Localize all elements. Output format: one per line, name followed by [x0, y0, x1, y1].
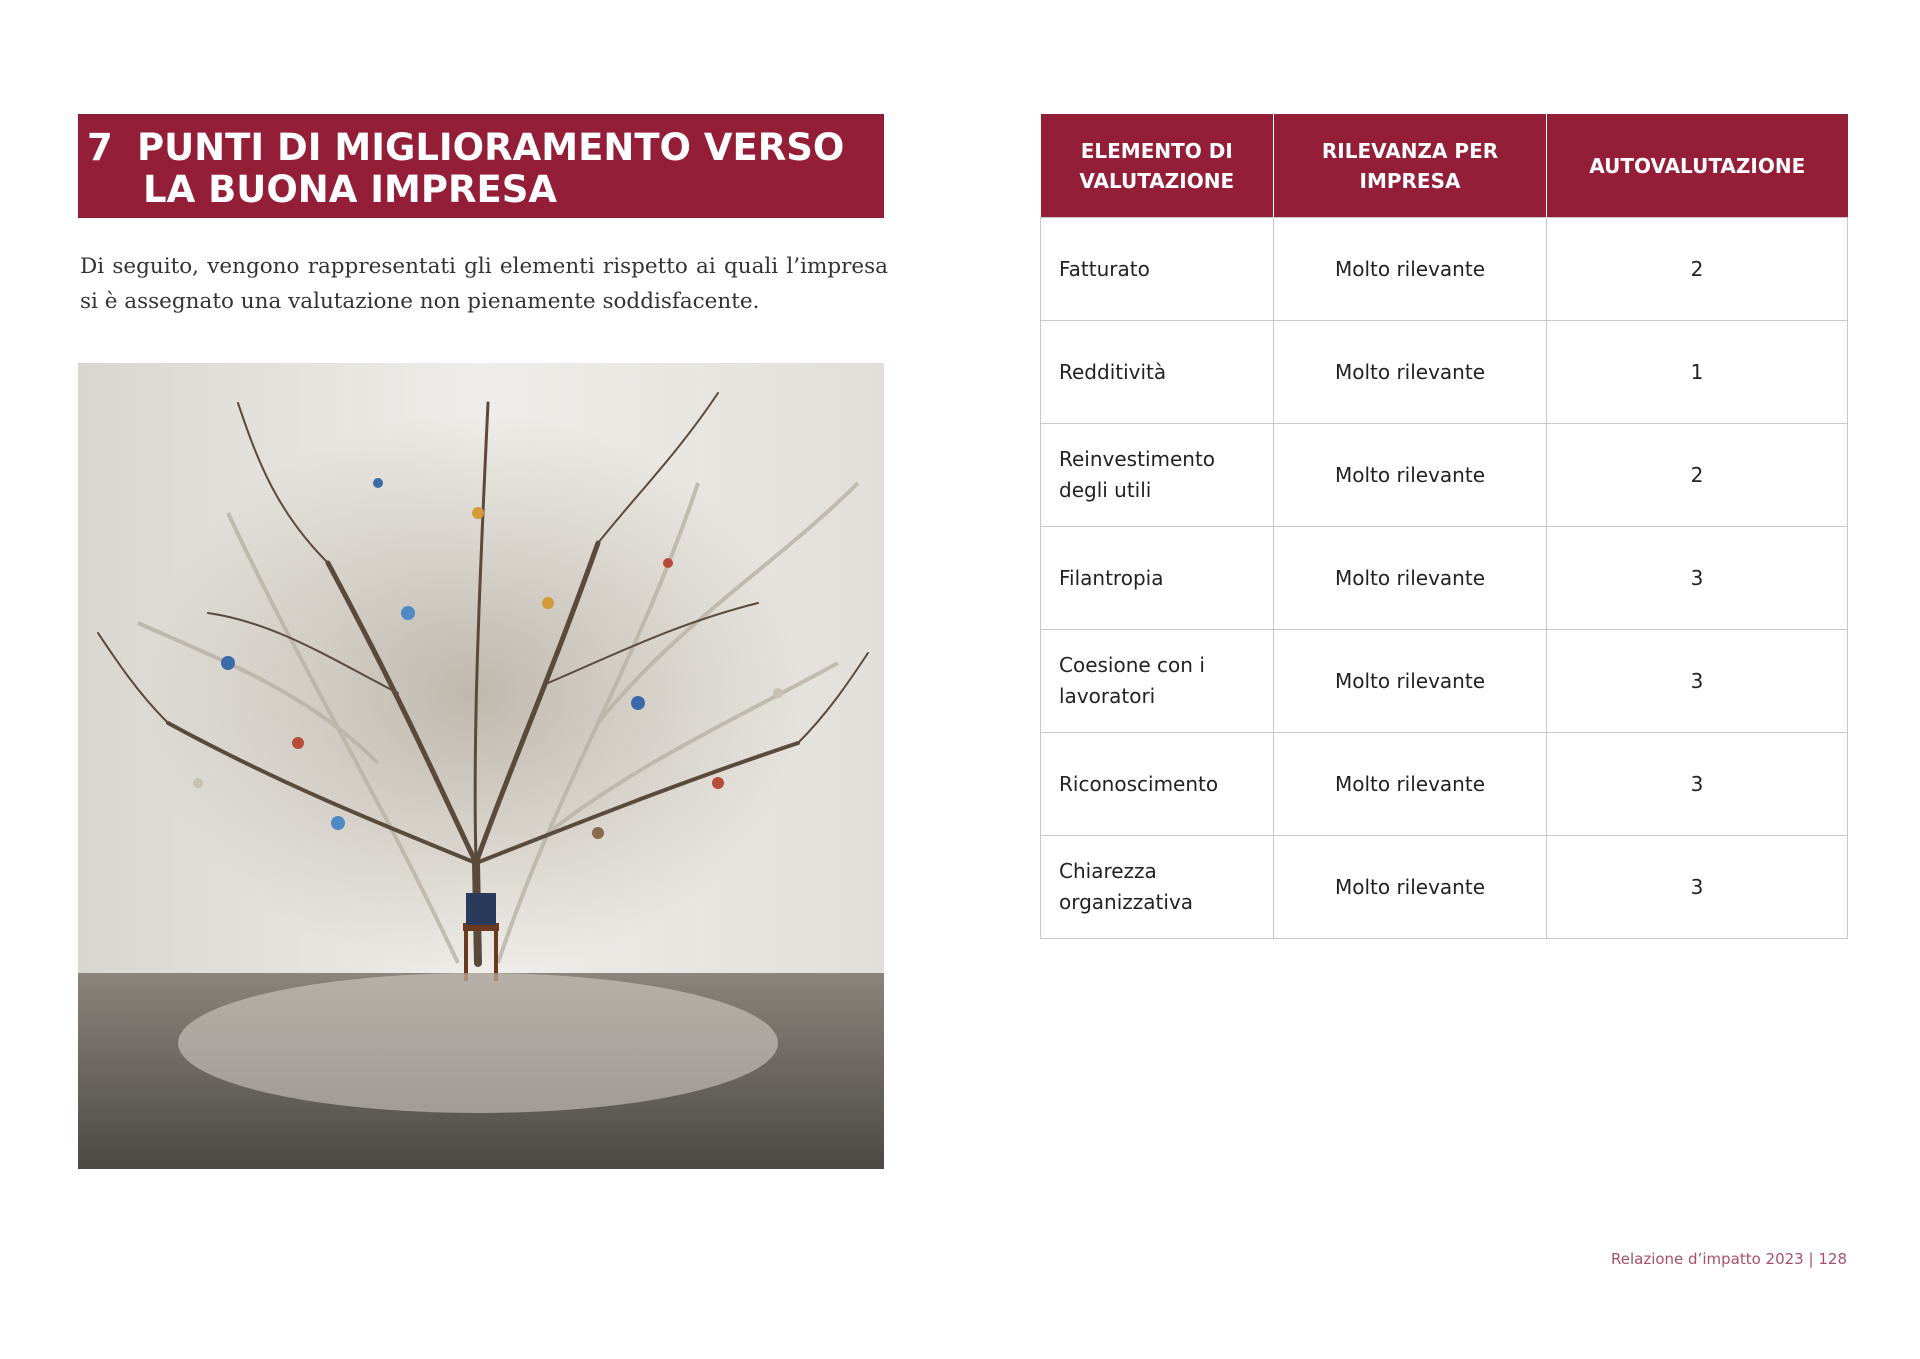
table-row — [1041, 836, 1848, 939]
cell-element: Reinvestimento degli utili — [1041, 424, 1274, 527]
cell-score: 3 — [1547, 733, 1848, 836]
cell-relevance: Molto rilevante — [1274, 527, 1547, 630]
table-row — [1041, 321, 1848, 424]
table-row — [1041, 733, 1848, 836]
cell-relevance: Molto rilevante — [1274, 321, 1547, 424]
floor-birds — [178, 973, 778, 1113]
cell-score: 3 — [1547, 527, 1848, 630]
cell-element: Filantropia — [1041, 527, 1274, 630]
section-number: 7 — [87, 126, 113, 169]
cell-score: 3 — [1547, 630, 1848, 733]
tree-installation-photo — [78, 363, 884, 1169]
cell-element: Chiarezza organizzativa — [1041, 836, 1274, 939]
header-relevance: RILEVANZA PER IMPRESA — [1274, 114, 1547, 218]
photo-illustration — [78, 363, 884, 1169]
cell-relevance: Molto rilevante — [1274, 424, 1547, 527]
table-row — [1041, 527, 1848, 630]
table-header-row — [1041, 114, 1848, 218]
cell-relevance: Molto rilevante — [1274, 836, 1547, 939]
header-self-assessment: AUTOVALUTAZIONE — [1547, 114, 1848, 218]
section-title-line-2: LA BUONA IMPRESA — [143, 168, 558, 211]
table-row — [1041, 424, 1848, 527]
table-row — [1041, 218, 1848, 321]
header-element: ELEMENTO DI VALUTAZIONE — [1041, 114, 1274, 218]
page-number: 128 — [1818, 1250, 1847, 1268]
cell-relevance: Molto rilevante — [1274, 218, 1547, 321]
cell-score: 2 — [1547, 218, 1848, 321]
section-title-line-1: PUNTI DI MIGLIORAMENTO VERSO — [137, 126, 845, 169]
cell-relevance: Molto rilevante — [1274, 630, 1547, 733]
footer-separator: | — [1808, 1250, 1814, 1268]
cell-score: 3 — [1547, 836, 1848, 939]
cell-score: 1 — [1547, 321, 1848, 424]
intro-paragraph: Di seguito, vengono rappresentati gli elementi rispetto ai quali l’impresa si è assegnato una valutazione non pienamente soddisfacente. — [80, 254, 888, 314]
footer-document-title: Relazione d’impatto 2023 — [1611, 1250, 1804, 1268]
cell-score: 2 — [1547, 424, 1848, 527]
page-footer — [1611, 1250, 1847, 1268]
cell-element: Coesione con i lavoratori — [1041, 630, 1274, 733]
evaluation-table — [1040, 114, 1848, 939]
section-heading — [78, 114, 884, 218]
cell-element: Fatturato — [1041, 218, 1274, 321]
cell-element: Redditività — [1041, 321, 1274, 424]
table-row — [1041, 630, 1848, 733]
cell-relevance: Molto rilevante — [1274, 733, 1547, 836]
cell-element: Riconoscimento — [1041, 733, 1274, 836]
